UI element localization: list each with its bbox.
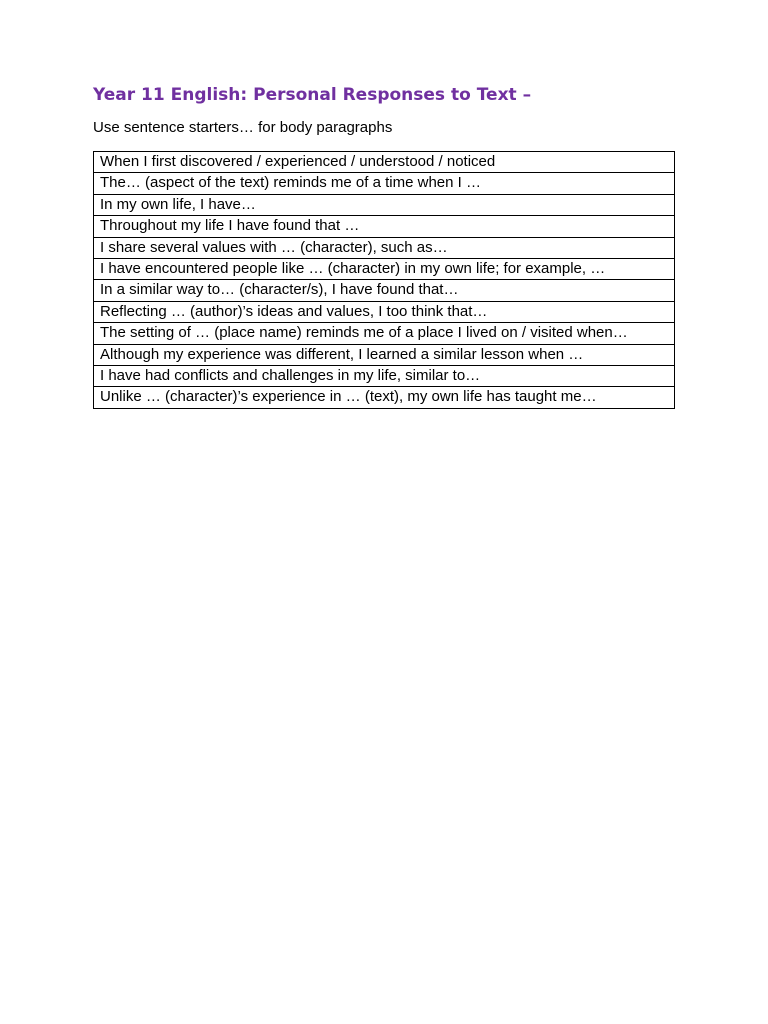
table-row	[94, 237, 675, 258]
table-row	[94, 344, 675, 365]
table-cell: Throughout my life I have found that …	[94, 216, 675, 237]
table-cell: The… (aspect of the text) reminds me of a time when I …	[94, 173, 675, 194]
table-cell: The setting of … (place name) reminds me of a place I lived on / visited when…	[94, 323, 675, 344]
table-row	[94, 216, 675, 237]
table-row	[94, 366, 675, 387]
table-row	[94, 173, 675, 194]
table-row	[94, 387, 675, 408]
table-cell: In my own life, I have…	[94, 194, 675, 215]
table-row	[94, 152, 675, 173]
table-cell: Although my experience was different, I learned a similar lesson when …	[94, 344, 675, 365]
page-title: Year 11 English: Personal Responses to Text –	[93, 85, 532, 105]
instruction-text: Use sentence starters… for body paragraphs	[93, 119, 393, 136]
table-cell: I share several values with … (character), such as…	[94, 237, 675, 258]
table-cell: When I first discovered / experienced / understood / noticed	[94, 152, 675, 173]
table-row	[94, 323, 675, 344]
table-cell: I have had conflicts and challenges in my life, similar to…	[94, 366, 675, 387]
table-cell: I have encountered people like … (character) in my own life; for example, …	[94, 259, 675, 280]
table-row	[94, 301, 675, 322]
table-row	[94, 194, 675, 215]
sentence-starters-table	[93, 151, 675, 409]
table-row	[94, 280, 675, 301]
table-cell: Reflecting … (author)’s ideas and values, I too think that…	[94, 301, 675, 322]
table-cell: In a similar way to… (character/s), I have found that…	[94, 280, 675, 301]
table-cell: Unlike … (character)’s experience in … (text), my own life has taught me…	[94, 387, 675, 408]
table-row	[94, 259, 675, 280]
